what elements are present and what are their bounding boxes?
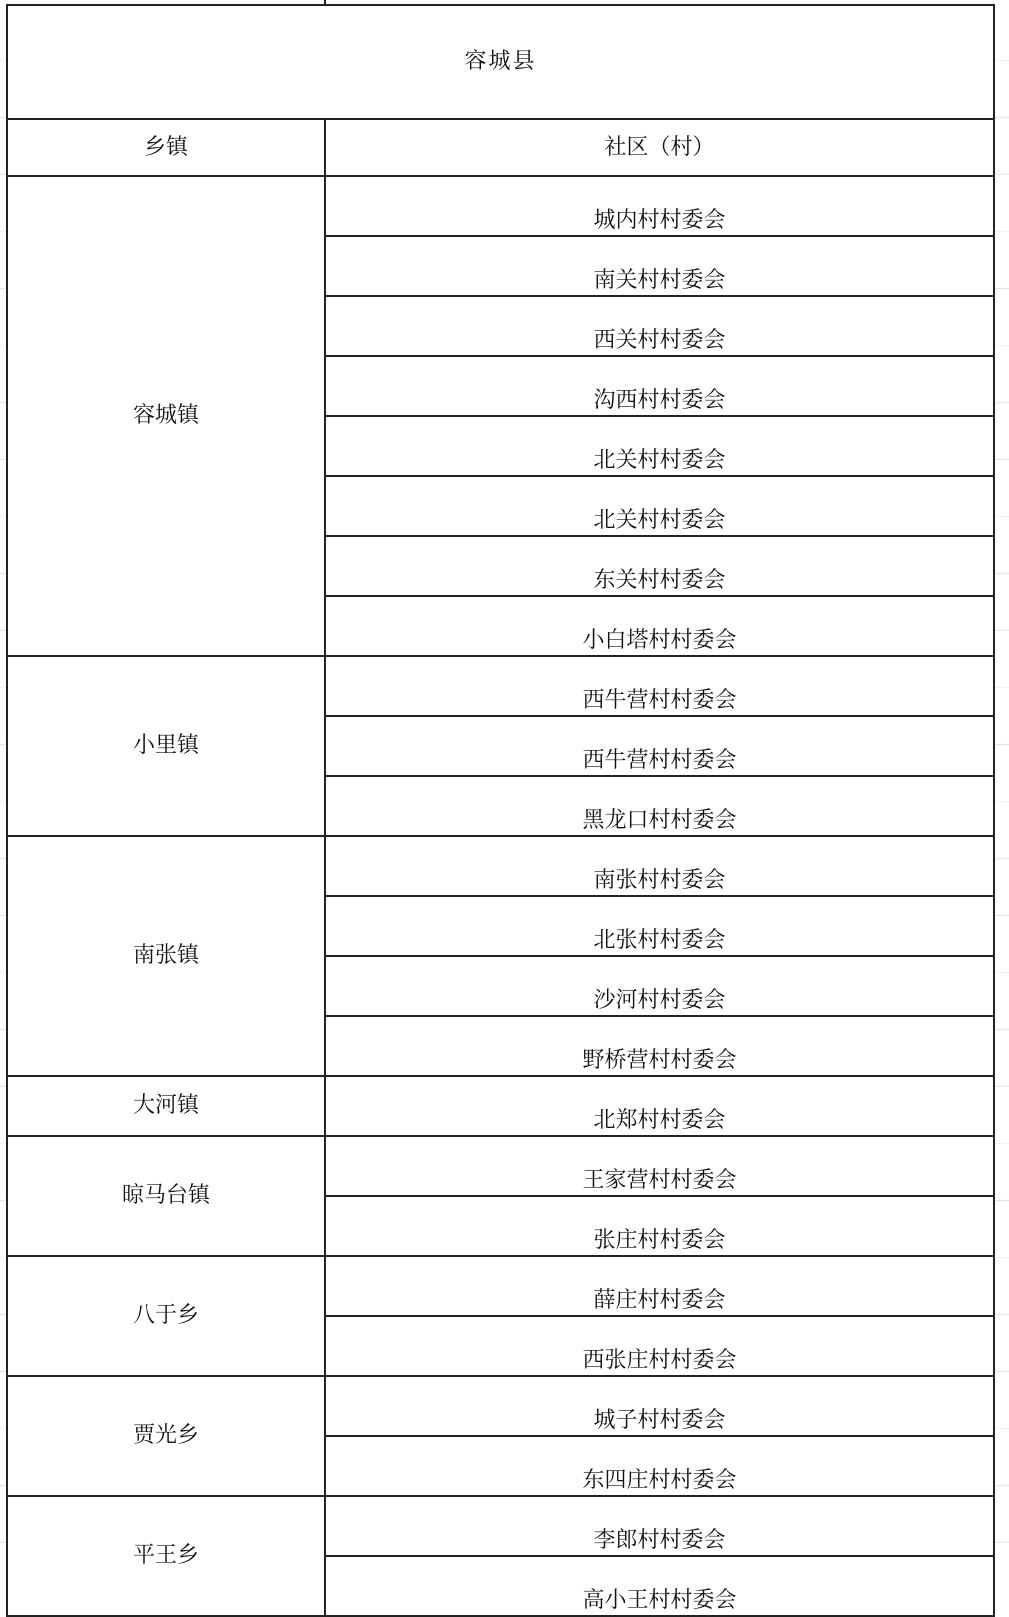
header-community[interactable]: 社区（村） <box>325 119 994 176</box>
township-cell[interactable]: 八于乡 <box>7 1256 325 1376</box>
village-cell[interactable]: 北关村村委会 <box>325 476 994 536</box>
township-cell[interactable]: 晾马台镇 <box>7 1136 325 1256</box>
village-cell[interactable]: 北关村村委会 <box>325 416 994 476</box>
village-cell[interactable]: 薛庄村村委会 <box>325 1256 994 1316</box>
township-cell[interactable]: 容城镇 <box>7 176 325 656</box>
table-row <box>7 1376 994 1436</box>
village-cell[interactable]: 沟西村村委会 <box>325 356 994 416</box>
village-cell[interactable]: 西牛营村村委会 <box>325 716 994 776</box>
table-row <box>7 1136 994 1196</box>
township-cell[interactable]: 大河镇 <box>7 1076 325 1136</box>
table-row <box>7 1256 994 1316</box>
village-cell[interactable]: 城子村村委会 <box>325 1376 994 1436</box>
village-cell[interactable]: 城内村村委会 <box>325 176 994 236</box>
village-table <box>6 4 995 1617</box>
table-row <box>7 836 994 896</box>
header-row <box>7 119 994 176</box>
village-cell[interactable]: 南关村村委会 <box>325 236 994 296</box>
village-cell[interactable]: 高小王村村委会 <box>325 1556 994 1616</box>
table-row <box>7 1496 994 1556</box>
village-cell[interactable]: 北张村村委会 <box>325 896 994 956</box>
village-cell[interactable]: 张庄村村委会 <box>325 1196 994 1256</box>
village-cell[interactable]: 沙河村村委会 <box>325 956 994 1016</box>
village-cell[interactable]: 北郑村村委会 <box>325 1076 994 1136</box>
table-row <box>7 176 994 236</box>
village-cell[interactable]: 野桥营村村委会 <box>325 1016 994 1076</box>
village-cell[interactable]: 西牛营村村委会 <box>325 656 994 716</box>
township-cell[interactable]: 南张镇 <box>7 836 325 1076</box>
table-row <box>7 656 994 716</box>
village-cell[interactable]: 东关村村委会 <box>325 536 994 596</box>
county-title[interactable]: 容城县 <box>7 5 994 119</box>
title-row <box>7 5 994 119</box>
township-cell[interactable]: 平王乡 <box>7 1496 325 1616</box>
village-cell[interactable]: 南张村村委会 <box>325 836 994 896</box>
village-cell[interactable]: 李郎村村委会 <box>325 1496 994 1556</box>
village-cell[interactable]: 西关村村委会 <box>325 296 994 356</box>
township-cell[interactable]: 小里镇 <box>7 656 325 836</box>
village-cell[interactable]: 黑龙口村村委会 <box>325 776 994 836</box>
header-township[interactable]: 乡镇 <box>7 119 325 176</box>
table-row <box>7 1076 994 1136</box>
village-cell[interactable]: 西张庄村村委会 <box>325 1316 994 1376</box>
village-cell[interactable]: 小白塔村村委会 <box>325 596 994 656</box>
village-cell[interactable]: 王家营村村委会 <box>325 1136 994 1196</box>
township-cell[interactable]: 贾光乡 <box>7 1376 325 1496</box>
village-cell[interactable]: 东四庄村村委会 <box>325 1436 994 1496</box>
